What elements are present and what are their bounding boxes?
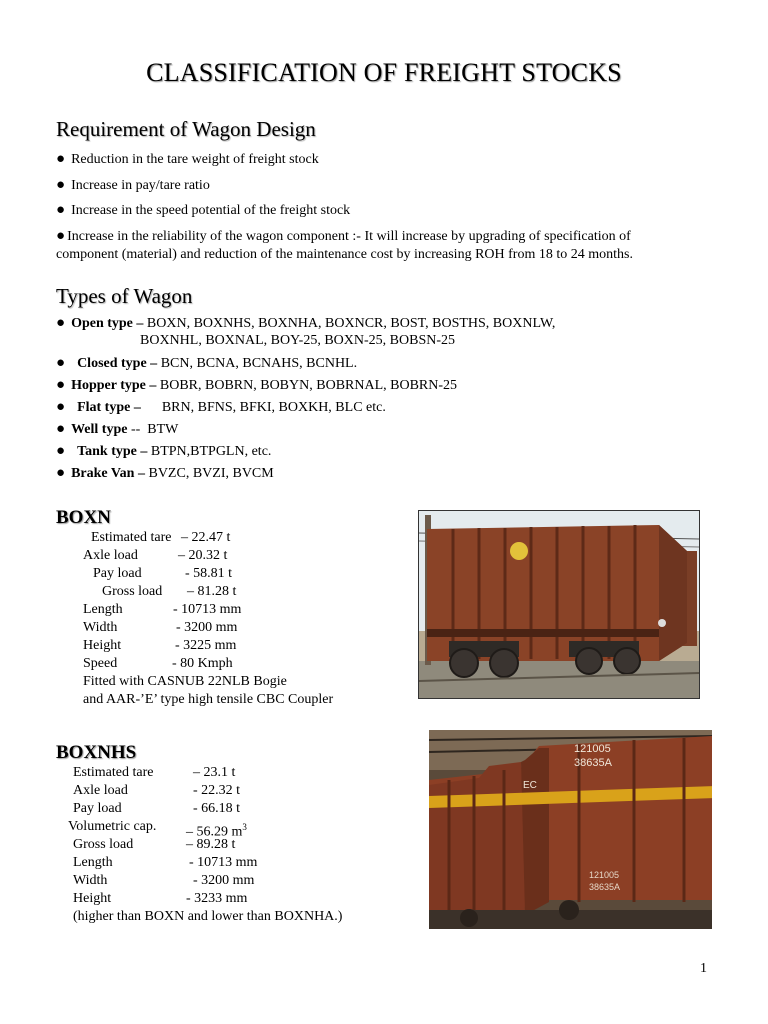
- boxn-spec-label: Estimated tare: [91, 530, 172, 545]
- boxn-note: and AAR-’E’ type high tensile CBC Coupler: [83, 692, 334, 707]
- requirement-bullet-2: [56, 176, 210, 195]
- volumetric-unit-sup: 3: [242, 822, 247, 832]
- boxn-spec-value: - 10713 mm: [173, 602, 242, 617]
- type-item-flat: [56, 398, 386, 417]
- boxnhs-spec-label: Pay load: [73, 801, 122, 816]
- bullet-icon: ●: [56, 421, 66, 437]
- types-heading: Types of Wagon: [56, 284, 193, 308]
- bullet-icon: ●: [56, 177, 66, 193]
- wagon-code-text: 38635A: [589, 882, 621, 892]
- boxnhs-spec-label: Volumetric cap.: [68, 819, 157, 834]
- bullet-icon: ●: [56, 377, 66, 393]
- type-value: BVZC, BVZI, BVCM: [144, 466, 274, 481]
- type-value-continued: BOXNHL, BOXNAL, BOY-25, BOXN-25, BOBSN-25: [140, 333, 456, 348]
- bullet-icon: ●: [56, 228, 66, 244]
- bullet-icon: ●: [56, 465, 66, 481]
- type-value: BOBR, BOBRN, BOBYN, BOBRNAL, BOBRN-25: [156, 378, 458, 393]
- wagon-zone-text: EC: [523, 780, 537, 791]
- boxnhs-note: (higher than BOXN and lower than BOXNHA.): [73, 909, 343, 924]
- boxn-spec-value: – 81.28 t: [187, 584, 237, 599]
- type-label: Hopper type –: [71, 378, 157, 393]
- boxn-spec-value: - 80 Kmph: [172, 656, 233, 671]
- boxn-spec-value: - 3200 mm: [176, 620, 238, 635]
- bullet-icon: ●: [56, 151, 66, 167]
- boxnhs-spec-label: Width: [73, 873, 108, 888]
- boxnhs-spec-value: - 3200 mm: [193, 873, 255, 888]
- type-label: Tank type –: [77, 444, 148, 459]
- requirement-bullet-1: [56, 150, 319, 169]
- type-item-brake-van: [56, 464, 274, 483]
- boxnhs-spec-value: - 3233 mm: [186, 891, 248, 906]
- bullet-text: Increase in pay/tare ratio: [71, 178, 210, 193]
- bullet-text: Reduction in the tare weight of freight stock: [71, 152, 319, 167]
- wagon-number-text: 121005: [589, 870, 620, 880]
- type-item-open: [56, 314, 556, 348]
- page-title: CLASSIFICATION OF FREIGHT STOCKS: [146, 58, 622, 87]
- boxn-spec-value: – 20.32 t: [178, 548, 228, 563]
- page-number: 1: [700, 961, 707, 976]
- wagon-number-text: 121005: [574, 743, 611, 755]
- boxn-note: Fitted with CASNUB 22NLB Bogie: [83, 674, 287, 689]
- bullet-icon: ●: [56, 355, 66, 371]
- boxnhs-spec-value: - 10713 mm: [189, 855, 258, 870]
- type-label: Brake Van –: [71, 466, 145, 481]
- boxnhs-spec-label: Length: [73, 855, 113, 870]
- type-item-hopper: [56, 376, 457, 395]
- boxn-spec-label: Gross load: [102, 584, 163, 599]
- type-value: BTPN,BTPGLN, etc.: [147, 444, 272, 459]
- boxnhs-spec-value: – 89.28 t: [186, 837, 236, 852]
- boxnhs-spec-label: Axle load: [73, 783, 128, 798]
- boxnhs-spec-label: Height: [73, 891, 112, 906]
- boxn-spec-label: Width: [83, 620, 118, 635]
- requirement-bullet-4: [56, 227, 716, 264]
- boxnhs-spec-value: - 66.18 t: [193, 801, 241, 816]
- boxn-spec-label: Axle load: [83, 548, 138, 563]
- type-label: Closed type –: [77, 356, 158, 371]
- type-item-closed: [56, 354, 357, 373]
- boxn-spec-label: Height: [83, 638, 122, 653]
- boxnhs-spec-value: - 22.32 t: [193, 783, 241, 798]
- boxn-spec-value: – 22.47 t: [181, 530, 231, 545]
- type-value: BOXN, BOXNHS, BOXNHA, BOXNCR, BOST, BOSTHS, BOXNLW,: [143, 316, 556, 331]
- type-value: BCN, BCNA, BCNAHS, BCNHL.: [157, 356, 358, 371]
- boxnhs-wagon-photo: [429, 730, 712, 929]
- boxn-spec-label: Length: [83, 602, 123, 617]
- boxn-spec-label: Pay load: [93, 566, 142, 581]
- bullet-text-continued: component (material) and reduction of the maintenance cost by increasing ROH from 18 to 24 months.: [56, 247, 633, 262]
- requirement-bullet-3: [56, 201, 350, 220]
- bullet-text: Increase in the speed potential of the freight stock: [71, 203, 351, 218]
- boxn-spec-value: - 58.81 t: [185, 566, 233, 581]
- bullet-text: Increase in the reliability of the wagon component :- It will increase by upgrading of specification of: [67, 229, 631, 244]
- boxn-heading: BOXN: [56, 507, 111, 528]
- wagon-code-text: 38635A: [574, 757, 612, 769]
- volumetric-value: – 56.29 m: [186, 824, 243, 840]
- boxn-wagon-photo: [418, 510, 700, 699]
- type-label: Flat type –: [77, 400, 141, 415]
- boxnhs-spec-label: Gross load: [73, 837, 134, 852]
- type-label: Open type –: [71, 316, 144, 331]
- boxnhs-spec-label: Estimated tare: [73, 765, 154, 780]
- type-value: -- BTW: [127, 422, 179, 437]
- bullet-icon: ●: [56, 315, 66, 331]
- type-item-well: [56, 420, 178, 439]
- type-value: BRN, BFNS, BFKI, BOXKH, BLC etc.: [140, 400, 386, 415]
- boxnhs-spec-value: – 23.1 t: [193, 765, 236, 780]
- bullet-icon: ●: [56, 443, 66, 459]
- bullet-icon: ●: [56, 399, 66, 415]
- type-item-tank: [56, 442, 271, 461]
- requirement-heading: Requirement of Wagon Design: [56, 117, 316, 141]
- boxn-spec-value: - 3225 mm: [175, 638, 237, 653]
- boxn-spec-label: Speed: [83, 656, 118, 671]
- boxnhs-heading: BOXNHS: [56, 742, 137, 763]
- type-label: Well type: [71, 422, 128, 437]
- bullet-icon: ●: [56, 202, 66, 218]
